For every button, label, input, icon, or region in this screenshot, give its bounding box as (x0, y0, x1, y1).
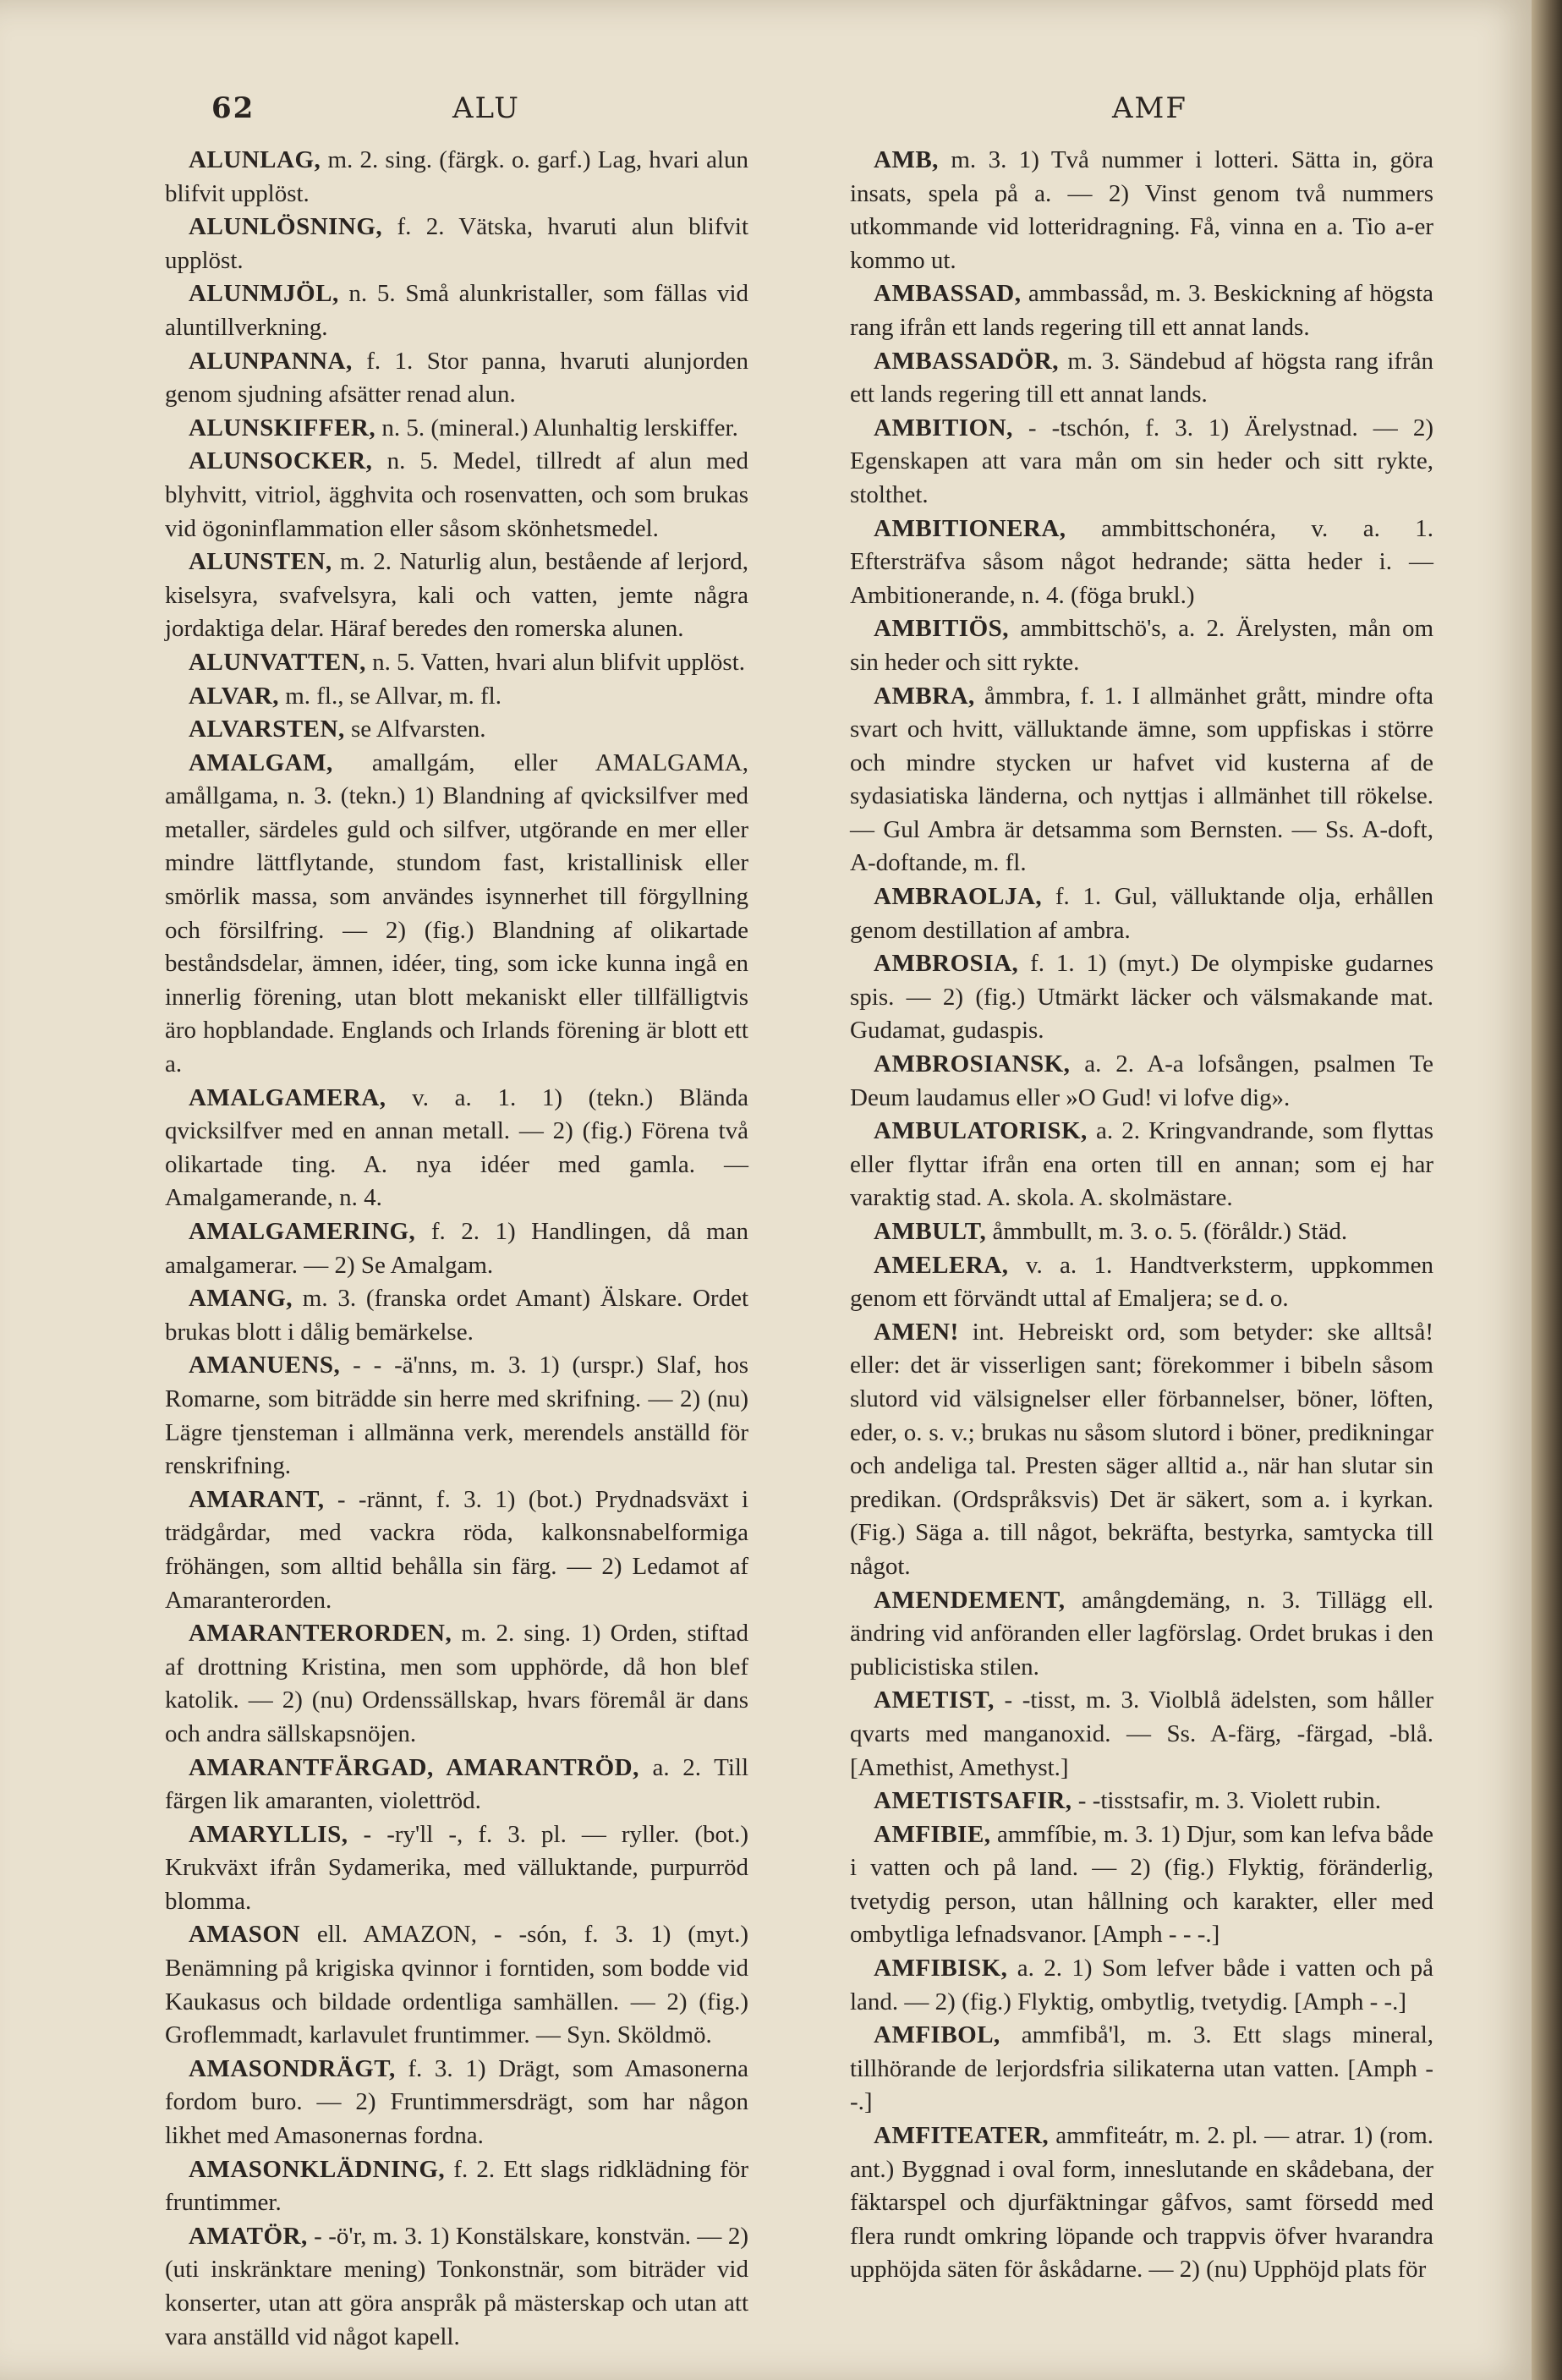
dictionary-entry (165, 211, 748, 277)
entry-headword: AMBASSAD, (874, 280, 1022, 308)
entry-headword: AMBITIÖS, (874, 615, 1010, 643)
dictionary-entry (850, 612, 1433, 679)
entry-definition: - -ry'll -, f. 3. pl. — ryller. (bot.) Krukväxt ifrån Sydamerika, med välluktande, purpurröd blomma. (165, 1820, 748, 1915)
entry-headword: AMFIBOL, (874, 2021, 1000, 2049)
entry-definition: - - -ä'nns, m. 3. 1) (urspr.) Slaf, hos Romarne, som biträdde sin herre med skrifning. — 2) (nu) Lägre tjensteman i allmänna verk, merendels anställd för renskrifning. (165, 1352, 748, 1480)
entry-headword: AMBRAOLJA, (874, 883, 1043, 911)
dictionary-entry (850, 277, 1433, 344)
entry-headword: AMARANT, (189, 1485, 325, 1513)
entry-definition: m. 3. Sändebud af högsta rang ifrån ett lands regering till ett annat lands. (850, 347, 1434, 409)
entry-headword: ALUNLÖSNING, (189, 213, 383, 241)
dictionary-entry (850, 1684, 1433, 1785)
dictionary-entry (165, 1282, 748, 1349)
entry-headword: ALUNSOCKER, (189, 447, 373, 475)
entry-headword: AMFITEATER, (874, 2122, 1050, 2150)
dictionary-entry (165, 1818, 748, 1919)
dictionary-entry (850, 412, 1433, 513)
entry-headword: AMBITIONERA, (874, 514, 1066, 542)
left-guide-word: ALU (452, 91, 520, 125)
dictionary-entry (850, 2019, 1433, 2120)
entry-definition: n. 5. Små alunkristaller, som fällas vid aluntillverkning. (165, 280, 749, 341)
dictionary-entry (165, 144, 748, 211)
entry-headword: AMALGAMERA, (189, 1083, 386, 1111)
right-guide-word: AMF (1112, 91, 1187, 125)
entry-headword: ALUNPANNA, (189, 347, 353, 375)
entry-definition: ell. AMAZON, - -són, f. 3. 1) (myt.) Benämning på krigiska qvinnor i forntiden, som bodde vid Kaukasus och bildade ordentliga samhällen. — 2) (fig.) Groflemmadt, karlavulet fruntimmer. — Syn. Sköldmö. (165, 1921, 748, 2049)
dictionary-entry (165, 2053, 748, 2153)
entry-headword: AMFIBISK, (874, 1955, 1008, 1982)
dictionary-entry (165, 747, 748, 1082)
dictionary-entry (165, 546, 748, 646)
entry-headword: AMBITION, (874, 414, 1013, 441)
entry-headword: ALUNSTEN, (189, 548, 332, 576)
entry-definition: n. 5. Medel, tillredt af alun med blyhvitt, vitriol, ägghvita och rosenvatten, och som brukas vid ögoninflammation eller såsom skönhetsmedel. (165, 447, 748, 542)
right-column (850, 144, 1433, 2334)
dictionary-entry (165, 412, 748, 446)
dictionary-entry (165, 1215, 748, 1282)
dictionary-entry (850, 1584, 1433, 1685)
entry-definition: - -ö'r, m. 3. 1) Konstälskare, konstvän. — 2) (uti inskränktare mening) Tonkonstnär, som biträder vid konserter, utan att göra anspråk på mästerskap och utan att vara anställd vid något kapell. (165, 2222, 748, 2350)
dictionary-entry (850, 144, 1433, 277)
dictionary-entry (850, 680, 1433, 881)
entry-definition: int. Hebreiskt ord, som betyder: ske alltså! eller: det är visserligen sant; förekommer i bibeln såsom slutord vid välsignelser eller förbannelser, böner, löften, eder, o. s. v.; brukas nu såsom slutord i böner, predikningar och andeliga tal. Presten säger alltid a., när han slutar sin predikan. (Ordspråksvis) Det är säkert, som a. i kyrkan. (Fig.) Säga a. till något, bekräfta, bestyrka, samtycka till något. (850, 1318, 1434, 1580)
entry-definition: f. 2. 1) Handlingen, då man amalgamerar. — 2) Se Amalgam. (165, 1218, 749, 1279)
entry-definition: åmmbra, f. 1. I allmänhet grått, mindre ofta svart och hvitt, välluktande ämne, som uppfiskas i större och mindre stycken ur hafvet vid kusterna af de sydasiatiska länderna, och nyttjas i allmänhet till rökelse. — Gul Ambra är detsamma som Bernsten. — Ss. A-doft, A-doftande, m. fl. (850, 682, 1434, 877)
entry-definition: ammfiteátr, m. 2. pl. — atrar. 1) (rom. ant.) Byggnad i oval form, inneslutande en skådebana, der fäktarspel och djurfäktningar gåfvos, samt försedd med flera rundt omkring löpande och trappvis öfver hvarandra upphöjda säten för åskådarne. — 2) (nu) Upphöjd plats för (850, 2122, 1433, 2284)
entry-definition: f. 1. Gul, välluktande olja, erhållen genom destillation af ambra. (850, 883, 1433, 944)
dictionary-entry (850, 513, 1433, 613)
entry-definition: f. 1. 1) (myt.) De olympiske gudarnes spis. — 2) (fig.) Utmärkt läcker och välsmakande mat. Gudamat, gudaspis. (850, 950, 1433, 1045)
entry-definition: ammfibå'l, m. 3. Ett slags mineral, tillhörande de lerjordsfria silikaterna utan vatten. [Amph - -.] (850, 2021, 1434, 2116)
entry-definition: amallgám, eller AMALGAMA, amållgama, n. 3. (tekn.) 1) Blandning af qvicksilfver med metaller, särdeles guld och silfver, utgörande en mer eller mindre lättflytande, stundom fast, kristallinisk eller smörlik massa, som användes isynnerhet till förgyllning och försilfring. — 2) (fig.) Blandning af olikartade beståndsdelar, ämnen, idéer, ting, som icke kunna ingå en innerlig förening, utan blott mekaniskt eller tillfälligtvis äro hopblandade. Englands och Irlands förening är blott ett a. (165, 749, 748, 1078)
entry-headword: ALUNSKIFFER, (189, 414, 376, 441)
entry-headword: ALUNLAG, (189, 146, 321, 173)
entry-headword: AMETIST, (874, 1686, 995, 1714)
entry-headword: AMASONDRÄGT, (189, 2054, 396, 2082)
entry-headword: AMFIBIE, (874, 1820, 991, 1848)
dictionary-entry (165, 445, 748, 546)
entry-headword: AMBROSIANSK, (874, 1050, 1071, 1078)
entry-headword: AMBRA, (874, 682, 975, 710)
entry-headword: AMENDEMENT, (874, 1586, 1066, 1614)
entry-definition: ammbassåd, m. 3. Beskickning af högsta rang ifrån ett lands regering till ett annat lands. (850, 280, 1433, 341)
entry-headword: AMARYLLIS, (189, 1820, 348, 1848)
entry-definition: v. a. 1. Handtverksterm, uppkommen genom ett förvändt uttal af Emaljera; se d. o. (850, 1251, 1433, 1313)
entry-headword: AMARANTERORDEN, (189, 1620, 452, 1648)
entry-headword: AMARANTFÄRGAD, AMARANTRÖD, (189, 1753, 639, 1781)
dictionary-entry (850, 1785, 1433, 1818)
dictionary-entry (165, 1349, 748, 1483)
dictionary-entry (165, 713, 748, 747)
dictionary-entry (850, 1249, 1433, 1316)
dictionary-entry (850, 345, 1433, 412)
entry-headword: AMB, (874, 146, 939, 173)
entry-headword: AMBASSADÖR, (874, 347, 1059, 375)
entry-headword: AMBULATORISK, (874, 1117, 1088, 1145)
entry-definition: m. 2. sing. (färgk. o. garf.) Lag, hvari alun blifvit upplöst. (165, 146, 748, 207)
entry-definition: - -tschón, f. 3. 1) Ärelystnad. — 2) Egenskapen att vara mån om sin heder och sitt rykte, stolthet. (850, 414, 1434, 508)
entry-headword: AMBULT, (874, 1218, 987, 1245)
entry-definition: m. 2. Naturlig alun, bestående af lerjord, kiselsyra, svafvelsyra, kali och vatten, jemte några jordaktiga delar. Häraf beredes den romerska alunen. (165, 548, 748, 643)
entry-definition: m. 2. sing. 1) Orden, stiftad af drottning Kristina, men som upphörde, då hon blef katolik. — 2) (nu) Ordenssällskap, hvars föremål är dans och andra sällskapsnöjen. (165, 1620, 749, 1747)
entry-definition: a. 2. A-a lofsången, psalmen Te Deum laudamus eller »O Gud! vi lofve dig». (850, 1050, 1434, 1111)
dictionary-entry (850, 1115, 1433, 1215)
entry-definition: f. 3. 1) Drägt, som Amasonerna fordom buro. — 2) Fruntimmersdrägt, som har någon likhet med Amasonernas fordna. (165, 2054, 748, 2150)
entry-definition: åmmbullt, m. 3. o. 5. (föråldr.) Städ. (992, 1218, 1348, 1245)
entry-definition: ammfíbie, m. 3. 1) Djur, som kan lefva både i vatten och på land. — 2) (fig.) Flyktig, föränderlig, tvetydig person, utan hållning och karakter, eller med ombytliga lefnadsvanor. [Amph - - -.] (850, 1820, 1433, 1949)
entry-definition: f. 2. Vätska, hvaruti alun blifvit upplöst. (165, 213, 748, 274)
entry-definition: f. 1. Stor panna, hvaruti alunjorden genom sjudning afsätter renad alun. (165, 347, 749, 409)
entry-definition: - -rännt, f. 3. 1) (bot.) Prydnadsväxt i trädgårdar, med vackra röda, kalkonsnabelformiga fröhängen, som alltid behålla sin färg. — 2) Ledamot af Amaranterorden. (165, 1485, 749, 1614)
dictionary-entry (165, 1483, 748, 1617)
entry-definition: amångdemäng, n. 3. Tillägg ell. ändring vid anföranden eller lagförslag. Ordet brukas i den publicistiska stilen. (850, 1586, 1434, 1681)
entry-definition: m. 3. (franska ordet Amant) Älskare. Ordet brukas blott i dålig bemärkelse. (165, 1285, 748, 1346)
dictionary-entry (850, 880, 1433, 947)
entry-definition: n. 5. (mineral.) Alunhaltig lerskiffer. (381, 414, 738, 441)
dictionary-entry (165, 680, 748, 714)
book-edge-shadow (1532, 0, 1562, 2380)
entry-headword: AMANG, (189, 1285, 293, 1313)
entry-definition: - -tisstsafir, m. 3. Violett rubin. (1077, 1787, 1382, 1815)
dictionary-entry (165, 2220, 748, 2354)
entry-headword: AMEN! (874, 1318, 959, 1346)
dictionary-entry (850, 1818, 1433, 1952)
entry-headword: AMATÖR, (189, 2222, 308, 2250)
entry-headword: AMELERA, (874, 1251, 1009, 1279)
running-header (161, 74, 1378, 125)
entry-headword: AMETISTSAFIR, (874, 1787, 1072, 1815)
entry-definition: a. 2. Till färgen lik amaranten, violettröd. (165, 1753, 749, 1815)
dictionary-entry (165, 1918, 748, 2052)
entry-definition: a. 2. 1) Som lefver både i vatten och på land. — 2) (fig.) Flyktig, ombytlig, tvetydig. [Amph - -.] (850, 1955, 1433, 2015)
left-column (165, 144, 749, 2350)
dictionary-entry (850, 1048, 1433, 1115)
entry-definition: f. 2. Ett slags ridklädning för fruntimmer. (165, 2155, 748, 2217)
entry-definition: v. a. 1. 1) (tekn.) Blända qvicksilfver med en annan metall. — 2) (fig.) Förena två olikartade ting. A. nya idéer med gamla. — Amalgamerande, n. 4. (165, 1083, 748, 1212)
entry-definition: a. 2. Kringvandrande, som flyttas eller flyttar ifrån ena orten till en annan; som ej har varaktig stad. A. skola. A. skolmästare. (850, 1117, 1433, 1212)
dictionary-entry (165, 1082, 748, 1215)
dictionary-entry (850, 947, 1433, 1048)
dictionary-entry (850, 2120, 1433, 2287)
entry-headword: AMASONKLÄDNING, (189, 2155, 446, 2183)
dictionary-entry (850, 1215, 1433, 1249)
entry-headword: ALVAR, (189, 682, 279, 710)
entry-headword: ALUNMJÖL, (189, 280, 339, 308)
page-number: 62 (211, 91, 255, 125)
dictionary-entry (165, 1752, 748, 1818)
dictionary-entry (850, 1316, 1433, 1584)
entry-definition: ammbittschö's, a. 2. Ärelysten, mån om sin heder och sitt rykte. (850, 615, 1433, 676)
entry-headword: AMBROSIA, (874, 950, 1019, 978)
entry-definition: m. fl., se Allvar, m. fl. (285, 682, 501, 710)
entry-definition: se Alfvarsten. (350, 716, 486, 743)
dictionary-entry (850, 1952, 1433, 2019)
entry-headword: ALUNVATTEN, (189, 648, 366, 676)
entry-definition: ammbittschonéra, v. a. 1. Eftersträfva såsom något hedrande; sätta heder i. — Ambitionerande, n. 4. (föga brukl.) (850, 514, 1434, 609)
dictionary-entry (165, 345, 748, 412)
entry-definition: - -tisst, m. 3. Violblå ädelsten, som håller qvarts med manganoxid. — Ss. A-färg, -färgad, -blå. [Amethist, Amethyst.] (850, 1686, 1433, 1781)
entry-headword: AMALGAM, (189, 749, 333, 776)
entry-headword: AMALGAMERING, (189, 1218, 416, 1245)
entry-headword: AMANUENS, (189, 1352, 341, 1379)
entry-definition: m. 3. 1) Två nummer i lotteri. Sätta in, göra insats, spela på a. — 2) Vinst genom två nummers utkommande vid lotteridragning. Få, vinna en a. Tio a-er kommo ut. (850, 146, 1434, 274)
entry-headword: AMASON (189, 1921, 300, 1949)
dictionary-entry (165, 1617, 748, 1751)
entry-headword: ALVARSTEN, (189, 716, 345, 743)
dictionary-entry (165, 277, 748, 344)
dictionary-entry (165, 646, 748, 680)
entry-definition: n. 5. Vatten, hvari alun blifvit upplöst. (372, 648, 746, 676)
dictionary-entry (165, 2153, 748, 2220)
